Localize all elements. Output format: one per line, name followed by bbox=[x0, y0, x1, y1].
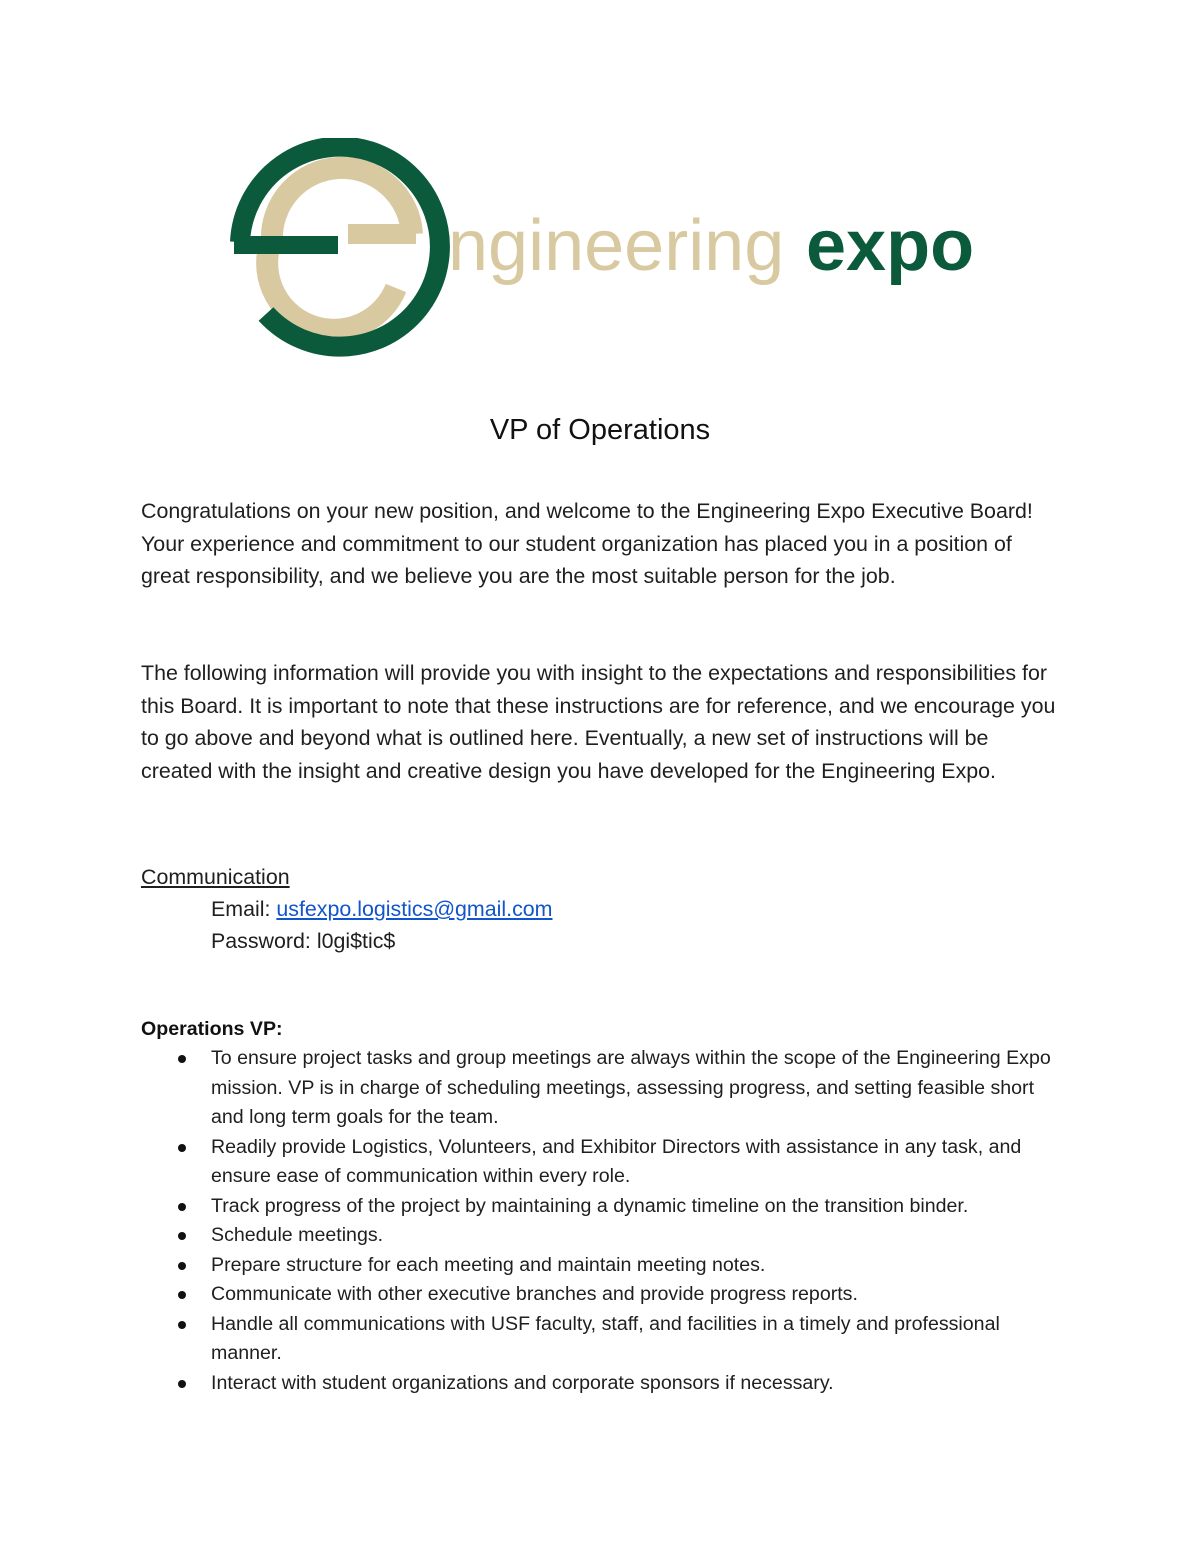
email-label: Email: bbox=[211, 897, 277, 921]
intro-paragraph-1: Congratulations on your new position, and welcome to the Engineering Expo Executive Board! Your experience and commitment to our student organization has placed you in a position of great responsibility, and we believe you are the most suitable person for the job. bbox=[141, 499, 1033, 588]
bullet-dot-icon bbox=[178, 1232, 186, 1240]
bullet-dot-icon bbox=[178, 1203, 186, 1211]
bullet-dot-icon bbox=[178, 1291, 186, 1299]
duty-text: To ensure project tasks and group meetings are always within the scope of the Engineering Expo mission. VP is in charge of scheduling meetings, assessing progress, and setting feasible short and long term goals for the team. bbox=[211, 1047, 1051, 1128]
duty-text: Interact with student organizations and corporate sponsors if necessary. bbox=[211, 1371, 834, 1394]
password-label: Password: bbox=[211, 929, 317, 953]
duty-item bbox=[0, 1310, 1061, 1369]
duty-text: Track progress of the project by maintaining a dynamic timeline on the transition binder. bbox=[211, 1194, 969, 1217]
duty-item bbox=[0, 1044, 1061, 1133]
bullet-dot-icon bbox=[178, 1321, 186, 1329]
engineering-expo-logo bbox=[228, 138, 978, 368]
bullet-dot-icon bbox=[178, 1144, 186, 1152]
duty-text: Prepare structure for each meeting and maintain meeting notes. bbox=[211, 1253, 766, 1276]
duty-text: Schedule meetings. bbox=[211, 1224, 384, 1246]
bullet-dot-icon bbox=[178, 1262, 186, 1270]
logo-text-expo: expo bbox=[806, 206, 975, 286]
duty-item bbox=[0, 1192, 1061, 1222]
page-title: VP of Operations bbox=[489, 414, 711, 446]
logo-text-engineering: ngineering bbox=[448, 206, 785, 286]
duty-item bbox=[0, 1221, 1061, 1251]
operations-vp-heading: Operations VP: bbox=[141, 1018, 283, 1040]
email-link[interactable]: usfexpo.logistics@gmail.com bbox=[276, 897, 553, 921]
communication-heading: Communication bbox=[141, 865, 290, 889]
duty-text: Handle all communications with USF faculty, staff, and facilities in a timely and professional manner. bbox=[211, 1312, 1000, 1364]
bullet-dot-icon bbox=[178, 1380, 186, 1388]
duty-item bbox=[0, 1133, 1061, 1192]
operations-duties-list bbox=[0, 1044, 1200, 1398]
duty-item bbox=[0, 1369, 1061, 1399]
duty-text: Readily provide Logistics, Volunteers, and Exhibitor Directors with assistance in any task, and ensure ease of communication within every role. bbox=[211, 1135, 1022, 1187]
duty-item bbox=[0, 1280, 1061, 1310]
email-line bbox=[211, 893, 553, 925]
password-line bbox=[211, 925, 395, 957]
duty-text: Communicate with other executive branches and provide progress reports. bbox=[211, 1283, 858, 1305]
duty-item bbox=[0, 1251, 1061, 1281]
bullet-dot-icon bbox=[178, 1055, 186, 1063]
password-value: l0gi$tic$ bbox=[316, 929, 396, 953]
intro-paragraph-2: The following information will provide you with insight to the expectations and responsibilities for this Board. It is important to note that these instructions are for reference, and we encourage you to go above and beyond what is outlined here. Eventually, a new set of instructions will be created with the insight and creative design you have developed for the Engineering Expo. bbox=[141, 661, 1056, 783]
